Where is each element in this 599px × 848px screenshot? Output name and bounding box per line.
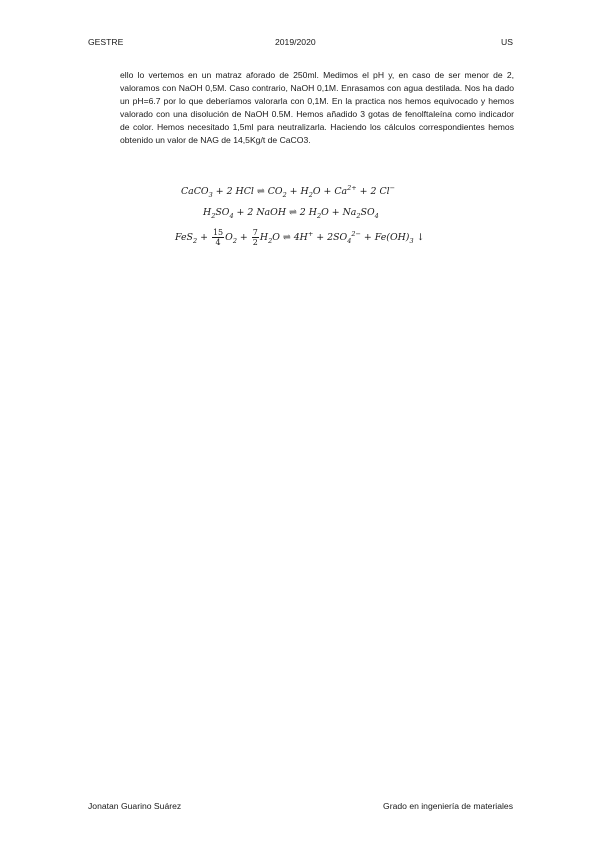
footer-author: Jonatan Guarino Suárez [88,801,182,811]
equation-h2so4-naoh: $H_2SO_4 + 2$ NaOH ⇌ 2 $H_2O + Na_2SO_4$ [203,207,379,220]
footer-degree: Grado en ingeniería de materiales [383,801,513,811]
header-year: 2019/2020 [275,37,316,47]
precipitate-arrow-icon: ↓ [413,232,425,243]
fraction-15-4: $\frac{15}{4}$ [212,228,224,247]
header-course: GESTRE [88,37,124,47]
page-footer [88,801,513,815]
body-paragraph: ello lo vertemos en un matraz aforado de 250ml. Medimos el pH y, en caso de ser menor de 2, valoramos con NaOH 0,5M. Caso contrario, NaOH 0,1M. Enrasamos con agua destilada. Nos ha dado un pH=6.7 por lo que deberíamos valorarla con 0,1M. En la practica nos hemos equivocado y hemos valorado con una disolución de NaOH 0.5M. Hemos añadido 3 gotas de fenolftaleína como indicador de color. Hemos necesitado 1,5ml para neutralizarla. Haciendo los cálculos correspondientes hemos obtenido un valor de NAG de 14,5Kg/t de CaCO3. [120,70,514,146]
fraction-7-2: $\frac{7}{2}$ [252,228,258,247]
equation-caco3-hcl: CaCO$_3$ + 2 HCl ⇌ $CO_2 + H_2O + Ca^{2+} + 2$ Cl− [181,184,396,199]
equation-pyrite-oxidation: FeS$_2$ + $\frac{15}{4}$ $O_2$ + $\frac{7}{2}$ $H_2O$ ⇌ $4H^+ + 2SO_4^{2-} + Fe(OH)_3$ ↓ [175,228,425,247]
header-university: US [501,37,513,47]
page-header [88,37,513,51]
